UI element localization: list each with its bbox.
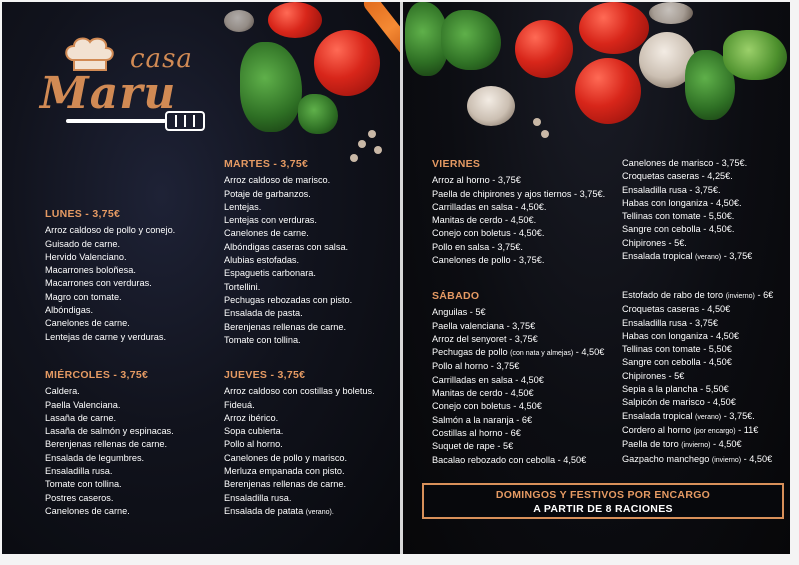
menu-item: Canelones de carne. bbox=[45, 505, 130, 516]
pepper-decoration bbox=[368, 130, 376, 138]
sabado-heading: SÁBADO bbox=[432, 290, 480, 302]
menu-item: Lasaña de carne. bbox=[45, 412, 117, 423]
tomato-decoration bbox=[515, 20, 573, 78]
tomato-decoration bbox=[579, 2, 649, 54]
menu-item: Postres caseros. bbox=[45, 492, 114, 503]
miercoles-list bbox=[45, 385, 174, 518]
menu-item-price: - 4,50€ bbox=[743, 453, 773, 464]
miercoles-section bbox=[45, 369, 174, 518]
viernes-section bbox=[432, 158, 605, 267]
menu-item-name: Paella de toro bbox=[622, 439, 679, 450]
mushroom-decoration bbox=[467, 86, 515, 126]
menu-item: Canelones de pollo - 3,75€. bbox=[432, 255, 545, 266]
menu-item-note: (verano) bbox=[695, 413, 722, 421]
menu-item: Ensaladilla rusa. bbox=[224, 492, 292, 503]
menu-item: Conejo con boletus - 4,50€ bbox=[432, 401, 542, 412]
mushroom-decoration bbox=[224, 10, 254, 32]
viernes-list bbox=[432, 174, 605, 267]
menu-item: Fideuá. bbox=[224, 399, 255, 410]
menu-item-name: Pechugas de pollo bbox=[432, 347, 508, 358]
menu-item: Magro con tomate. bbox=[45, 291, 122, 302]
menu-item-note: (verano). bbox=[305, 508, 334, 516]
tomato-decoration bbox=[268, 2, 322, 38]
menu-item: Croquetas caseras - 4,50€ bbox=[622, 304, 731, 315]
menu-item: Paella Valenciana. bbox=[45, 399, 121, 410]
menu-item: Canelones de marisco - 3,75€. bbox=[622, 158, 748, 168]
menu-item: Merluza empanada con pisto. bbox=[224, 466, 345, 477]
jueves-list bbox=[224, 385, 375, 519]
menu-item: Ensalada de legumbres. bbox=[45, 452, 145, 463]
menu-item: Ensalada de pasta. bbox=[224, 308, 303, 319]
menu-item: Salpicón de marisco - 4,50€ bbox=[622, 397, 736, 408]
menu-item: Salmón a la naranja - 6€ bbox=[432, 414, 533, 425]
menu-item-price: - 3,75€. bbox=[723, 410, 755, 421]
sabado-list-2 bbox=[622, 289, 773, 467]
tomato-decoration bbox=[575, 58, 641, 124]
viernes-list-2 bbox=[622, 157, 752, 264]
lunes-section bbox=[45, 208, 175, 344]
menu-item: Arroz caldoso de pollo y conejo. bbox=[45, 225, 176, 236]
menu-item-name: Cordero al horno bbox=[622, 424, 691, 435]
menu-item: Sepia a la plancha - 5,50€ bbox=[622, 384, 729, 395]
menu-item: Lasaña de salmón y espinacas. bbox=[45, 426, 174, 437]
menu-item: Manitas de cerdo - 4,50€ bbox=[432, 388, 534, 399]
menu-item-price: - 11€ bbox=[738, 424, 759, 435]
viernes-heading: VIERNES bbox=[432, 158, 481, 170]
menu-item: Caldera. bbox=[45, 386, 80, 397]
menu-item: Arroz al horno - 3,75€ bbox=[432, 175, 521, 186]
herb-decoration bbox=[298, 94, 338, 134]
mushroom-decoration bbox=[649, 2, 693, 24]
menu-item: Canelones de carne. bbox=[224, 228, 309, 239]
menu-item: Canelones de pollo y marisco. bbox=[224, 452, 348, 463]
pepper-decoration bbox=[541, 130, 549, 138]
menu-item: Suquet de rape - 5€ bbox=[432, 441, 514, 452]
jueves-section bbox=[224, 369, 375, 519]
menu-item: Paella de chipirones y ajos tiernos - 3,75€. bbox=[432, 188, 606, 199]
menu-item-name: Ensalada tropical bbox=[622, 410, 693, 421]
menu-item-note: (invierno) bbox=[725, 293, 755, 300]
menu-item: Albóndigas caseras con salsa. bbox=[224, 241, 349, 252]
menu-item: Chipirones - 5€ bbox=[622, 370, 685, 381]
menu-item: Pechugas rebozadas con pisto. bbox=[224, 294, 353, 305]
menu-item: Tomate con tollina. bbox=[45, 479, 122, 490]
menu-item: Tortellini. bbox=[224, 281, 261, 292]
menu-item: Anguilas - 5€ bbox=[432, 307, 486, 318]
herb-decoration bbox=[240, 42, 302, 132]
menu-item-price: - 4,50€ bbox=[575, 347, 605, 358]
martes-list bbox=[224, 174, 352, 347]
menu-item bbox=[622, 289, 773, 303]
lunes-list bbox=[45, 224, 175, 344]
menu-item-note: (verano) bbox=[695, 254, 722, 262]
menu-item: Tomate con tollina. bbox=[224, 334, 301, 345]
pepper-decoration bbox=[374, 146, 382, 154]
menu-item: Arroz del senyoret - 3,75€ bbox=[432, 333, 538, 344]
sabado-section bbox=[432, 290, 604, 467]
menu-item: Habas con longaniza - 4,50€ bbox=[622, 330, 739, 341]
menu-item: Alubias estofadas. bbox=[224, 255, 300, 266]
sabado-second-column bbox=[622, 289, 773, 467]
spatula-icon bbox=[66, 110, 206, 132]
pepper-decoration bbox=[358, 140, 366, 148]
menu-item-price: - 3,75€ bbox=[723, 251, 753, 262]
menu-item: Ensaladilla rusa - 3,75€ bbox=[622, 317, 719, 328]
menu-item: Costillas al horno - 6€ bbox=[432, 427, 521, 438]
viernes-second-column bbox=[622, 157, 752, 264]
menu-item: Berenjenas rellenas de carne. bbox=[45, 439, 168, 450]
menu-item: Sangre con cebolla - 4,50€. bbox=[622, 224, 735, 235]
menu-item: Espaguetis carbonara. bbox=[224, 268, 316, 279]
menu-item: Tellinas con tomate - 5,50€ bbox=[622, 344, 732, 355]
herb-decoration bbox=[441, 10, 501, 70]
banner-line-1: DOMINGOS Y FESTIVOS POR ENCARGO bbox=[495, 489, 711, 501]
menu-item: Macarrones con verduras. bbox=[45, 278, 152, 289]
menu-item: Arroz ibérico. bbox=[224, 412, 279, 423]
menu-item-name: Ensalada de patata bbox=[224, 505, 304, 516]
menu-item: Sopa cubierta. bbox=[224, 426, 284, 437]
sunday-order-banner bbox=[422, 483, 784, 519]
casa-maru-logo bbox=[32, 30, 212, 140]
menu-item: Chipirones - 5€. bbox=[622, 237, 687, 248]
menu-item: Sangre con cebolla - 4,50€ bbox=[622, 357, 732, 368]
menu-item-price: - 4,50€ bbox=[713, 439, 742, 450]
menu-item-name: Ensalada tropical bbox=[622, 251, 693, 262]
martes-heading: MARTES - 3,75€ bbox=[224, 158, 309, 170]
menu-item: Carrilladas en salsa - 4,50€. bbox=[432, 201, 547, 212]
menu-item: Croquetas caseras - 4,25€. bbox=[622, 171, 733, 182]
menu-item: Albóndigas. bbox=[45, 305, 94, 316]
menu-item: Canelones de carne. bbox=[45, 318, 130, 329]
menu-item: Potaje de garbanzos. bbox=[224, 188, 311, 199]
menu-item bbox=[622, 453, 773, 467]
menu-item: Berenjenas rellenas de carne. bbox=[224, 321, 347, 332]
menu-item bbox=[224, 505, 375, 519]
menu-item: Ensaladilla rusa. bbox=[45, 466, 113, 477]
menu-item bbox=[622, 410, 773, 424]
right-menu-panel bbox=[403, 2, 790, 554]
menu-item-note: (por encargo) bbox=[693, 427, 736, 435]
jueves-heading: JUEVES - 3,75€ bbox=[224, 369, 306, 381]
menu-item bbox=[432, 346, 604, 360]
menu-item: Bacalao rebozado con cebolla - 4,50€ bbox=[432, 454, 587, 465]
menu-item-note: (invierno) bbox=[711, 456, 742, 464]
pepper-decoration bbox=[723, 30, 787, 80]
logo-text-maru: Maru bbox=[40, 68, 177, 119]
menu-item: Tellinas con tomate - 5,50€. bbox=[622, 211, 735, 222]
menu-item: Conejo con boletus - 4,50€. bbox=[432, 228, 545, 239]
menu-item: Ensaladilla rusa - 3,75€. bbox=[622, 184, 721, 195]
banner-line-2: A PARTIR DE 8 RACIONES bbox=[533, 503, 673, 515]
menu-item: Habas con longaniza - 4,50€. bbox=[622, 197, 742, 208]
tomato-decoration bbox=[314, 30, 380, 96]
lunes-heading: LUNES - 3,75€ bbox=[45, 208, 121, 220]
menu-item bbox=[622, 250, 752, 264]
menu-item-name: Gazpacho manchego bbox=[622, 453, 710, 464]
menu-item bbox=[622, 438, 773, 452]
menu-item: Pollo al horno - 3,75€ bbox=[432, 361, 520, 372]
menu-item: Lentejas de carne y verduras. bbox=[45, 331, 167, 342]
menu-item: Arroz caldoso con costillas y boletus. bbox=[224, 386, 375, 397]
martes-section bbox=[224, 158, 352, 347]
menu-item: Carrilladas en salsa - 4,50€ bbox=[432, 374, 544, 385]
menu-item: Pollo en salsa - 3,75€. bbox=[432, 241, 523, 252]
menu-item-note: (con nata y almejas) bbox=[510, 350, 574, 358]
menu-item: Berenjenas rellenas de carne. bbox=[224, 479, 347, 490]
menu-item: Paella valenciana - 3,75€ bbox=[432, 320, 536, 331]
menu-item: Hervido Valenciano. bbox=[45, 251, 127, 262]
menu-item: Arroz caldoso de marisco. bbox=[224, 175, 331, 186]
sabado-list bbox=[432, 306, 604, 467]
logo-text-casa: casa bbox=[130, 44, 193, 74]
menu-item-name: Estofado de rabo de toro bbox=[622, 290, 724, 300]
pepper-decoration bbox=[533, 118, 541, 126]
menu-item: Lentejas. bbox=[224, 201, 262, 212]
menu-item bbox=[622, 424, 773, 438]
menu-item: Guisado de carne. bbox=[45, 238, 121, 249]
menu-item-price: - 6€ bbox=[757, 290, 774, 300]
menu-item: Lentejas con verduras. bbox=[224, 215, 317, 226]
miercoles-heading: MIÉRCOLES - 3,75€ bbox=[45, 369, 149, 381]
menu-item: Pollo al horno. bbox=[224, 439, 283, 450]
menu-item: Manitas de cerdo - 4,50€. bbox=[432, 215, 537, 226]
menu-item-note: (invierno) bbox=[681, 442, 711, 450]
menu-item: Macarrones boloñesa. bbox=[45, 265, 136, 276]
